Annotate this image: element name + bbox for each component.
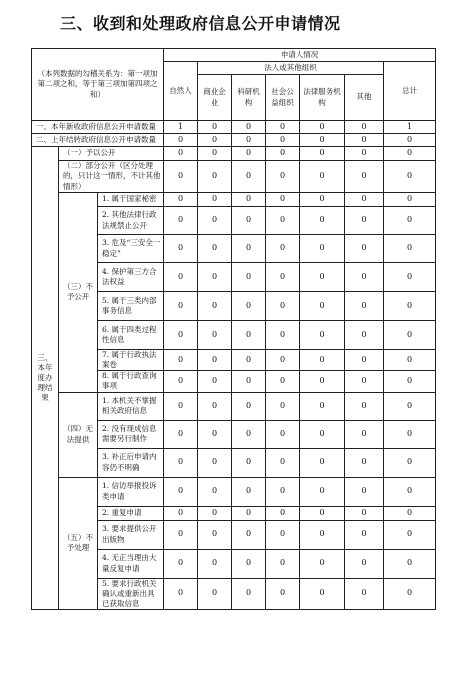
value-cell-total: 0 xyxy=(384,134,436,147)
row-label: 8. 属于行政查询事项 xyxy=(98,371,164,392)
value-cell-total: 0 xyxy=(384,578,436,609)
value-cell-law: 0 xyxy=(300,292,345,321)
row-label: 4. 无正当理由大量反复申请 xyxy=(98,549,164,578)
group-label-unavailable: （四）无法提供 xyxy=(59,392,98,477)
value-cell-other: 0 xyxy=(345,147,384,161)
value-cell-law: 0 xyxy=(300,350,345,371)
value-cell-total: 0 xyxy=(384,506,436,520)
value-cell-law: 0 xyxy=(300,235,345,263)
value-cell-natural: 0 xyxy=(164,321,198,350)
header-social: 社会公益组织 xyxy=(266,75,300,121)
value-cell-law: 0 xyxy=(300,134,345,147)
value-cell-social: 0 xyxy=(266,477,300,506)
value-cell-social: 0 xyxy=(266,578,300,609)
value-cell-total: 0 xyxy=(384,321,436,350)
value-cell-law: 0 xyxy=(300,420,345,448)
header-natural-person: 自然人 xyxy=(164,62,198,121)
value-cell-natural: 0 xyxy=(164,371,198,392)
value-cell-law: 0 xyxy=(300,161,345,193)
value-cell-natural: 1 xyxy=(164,121,198,134)
header-commercial: 商业企业 xyxy=(198,75,232,121)
value-cell-research: 0 xyxy=(232,193,266,207)
value-cell-natural: 0 xyxy=(164,392,198,420)
value-cell-total: 0 xyxy=(384,235,436,263)
value-cell-law: 0 xyxy=(300,371,345,392)
value-cell-total: 0 xyxy=(384,477,436,506)
value-cell-commercial: 0 xyxy=(198,292,232,321)
header-other: 其他 xyxy=(345,75,384,121)
row-label: 一、本年新收政府信息公开申请数量 xyxy=(32,121,164,134)
value-cell-other: 0 xyxy=(345,392,384,420)
table-row xyxy=(32,134,436,147)
table-row xyxy=(32,477,436,506)
value-cell-natural: 0 xyxy=(164,448,198,477)
row-label: 1. 属于国家秘密 xyxy=(98,193,164,207)
value-cell-other: 0 xyxy=(345,121,384,134)
row-label: 3. 要求提供公开出版物 xyxy=(98,520,164,549)
row-label: 3. 补正后申请内容仍不明确 xyxy=(98,448,164,477)
value-cell-other: 0 xyxy=(345,321,384,350)
value-cell-commercial: 0 xyxy=(198,392,232,420)
value-cell-law: 0 xyxy=(300,506,345,520)
value-cell-natural: 0 xyxy=(164,420,198,448)
value-cell-natural: 0 xyxy=(164,549,198,578)
value-cell-natural: 0 xyxy=(164,263,198,292)
row-label: 3. 危及“三安全一稳定” xyxy=(98,235,164,263)
row-label: 5. 属于三类内部事务信息 xyxy=(98,292,164,321)
value-cell-other: 0 xyxy=(345,520,384,549)
statistics-table xyxy=(31,48,436,610)
value-cell-other: 0 xyxy=(345,549,384,578)
value-cell-law: 0 xyxy=(300,392,345,420)
value-cell-commercial: 0 xyxy=(198,321,232,350)
value-cell-research: 0 xyxy=(232,121,266,134)
value-cell-research: 0 xyxy=(232,506,266,520)
value-cell-other: 0 xyxy=(345,292,384,321)
value-cell-commercial: 0 xyxy=(198,134,232,147)
value-cell-other: 0 xyxy=(345,420,384,448)
group-label-not-processed: （五）不予处理 xyxy=(59,477,98,609)
value-cell-commercial: 0 xyxy=(198,147,232,161)
row-label: 6. 属于四类过程性信息 xyxy=(98,321,164,350)
value-cell-commercial: 0 xyxy=(198,263,232,292)
value-cell-social: 0 xyxy=(266,147,300,161)
row-label: 2. 重复申请 xyxy=(98,506,164,520)
value-cell-law: 0 xyxy=(300,578,345,609)
row-label: 4. 保护第三方合法权益 xyxy=(98,263,164,292)
value-cell-research: 0 xyxy=(232,549,266,578)
value-cell-research: 0 xyxy=(232,263,266,292)
value-cell-total: 0 xyxy=(384,392,436,420)
value-cell-other: 0 xyxy=(345,578,384,609)
value-cell-natural: 0 xyxy=(164,235,198,263)
value-cell-social: 0 xyxy=(266,448,300,477)
table-row xyxy=(32,392,436,420)
value-cell-research: 0 xyxy=(232,350,266,371)
value-cell-research: 0 xyxy=(232,161,266,193)
value-cell-research: 0 xyxy=(232,371,266,392)
value-cell-social: 0 xyxy=(266,321,300,350)
value-cell-social: 0 xyxy=(266,506,300,520)
value-cell-research: 0 xyxy=(232,392,266,420)
header-applicant: 申请人情况 xyxy=(164,49,436,62)
value-cell-social: 0 xyxy=(266,371,300,392)
value-cell-natural: 0 xyxy=(164,578,198,609)
value-cell-commercial: 0 xyxy=(198,549,232,578)
value-cell-total: 1 xyxy=(384,121,436,134)
value-cell-research: 0 xyxy=(232,321,266,350)
header-total: 总计 xyxy=(384,62,436,121)
row-label: 7. 属于行政执法案卷 xyxy=(98,350,164,371)
table-row xyxy=(32,193,436,207)
value-cell-law: 0 xyxy=(300,549,345,578)
value-cell-law: 0 xyxy=(300,193,345,207)
value-cell-commercial: 0 xyxy=(198,121,232,134)
header-law: 法律服务机构 xyxy=(300,75,345,121)
value-cell-law: 0 xyxy=(300,448,345,477)
row-label: 1. 信访举报投诉类申请 xyxy=(98,477,164,506)
value-cell-law: 0 xyxy=(300,207,345,235)
value-cell-total: 0 xyxy=(384,549,436,578)
value-cell-total: 0 xyxy=(384,448,436,477)
value-cell-other: 0 xyxy=(345,134,384,147)
value-cell-law: 0 xyxy=(300,520,345,549)
value-cell-natural: 0 xyxy=(164,207,198,235)
value-cell-law: 0 xyxy=(300,263,345,292)
value-cell-natural: 0 xyxy=(164,193,198,207)
value-cell-commercial: 0 xyxy=(198,235,232,263)
value-cell-law: 0 xyxy=(300,121,345,134)
value-cell-social: 0 xyxy=(266,134,300,147)
value-cell-law: 0 xyxy=(300,321,345,350)
value-cell-other: 0 xyxy=(345,235,384,263)
value-cell-social: 0 xyxy=(266,193,300,207)
value-cell-commercial: 0 xyxy=(198,161,232,193)
value-cell-natural: 0 xyxy=(164,477,198,506)
value-cell-total: 0 xyxy=(384,371,436,392)
value-cell-research: 0 xyxy=(232,292,266,321)
header-research: 科研机构 xyxy=(232,75,266,121)
row-label: 2. 没有现成信息需要另行制作 xyxy=(98,420,164,448)
value-cell-law: 0 xyxy=(300,147,345,161)
row-label: 1. 本机关不掌握相关政府信息 xyxy=(98,392,164,420)
value-cell-commercial: 0 xyxy=(198,506,232,520)
value-cell-commercial: 0 xyxy=(198,420,232,448)
row-label: 5. 要求行政机关确认或重新出具已获取信息 xyxy=(98,578,164,609)
value-cell-other: 0 xyxy=(345,448,384,477)
value-cell-other: 0 xyxy=(345,263,384,292)
value-cell-commercial: 0 xyxy=(198,477,232,506)
value-cell-social: 0 xyxy=(266,420,300,448)
value-cell-natural: 0 xyxy=(164,147,198,161)
row-label: 2. 其他法律行政法规禁止公开 xyxy=(98,207,164,235)
value-cell-research: 0 xyxy=(232,578,266,609)
table-row xyxy=(32,161,436,193)
value-cell-social: 0 xyxy=(266,161,300,193)
value-cell-other: 0 xyxy=(345,371,384,392)
value-cell-commercial: 0 xyxy=(198,520,232,549)
header-note: （本列数据的勾稽关系为：第一项加第二项之和，等于第三项加第四项之和） xyxy=(32,49,164,121)
group-label-not-disclosed: （三）不予公开 xyxy=(59,193,98,393)
value-cell-social: 0 xyxy=(266,263,300,292)
value-cell-social: 0 xyxy=(266,350,300,371)
value-cell-total: 0 xyxy=(384,292,436,321)
group-label-results: 三、本年度办理结果 xyxy=(32,147,59,610)
value-cell-natural: 0 xyxy=(164,350,198,371)
value-cell-law: 0 xyxy=(300,477,345,506)
value-cell-social: 0 xyxy=(266,207,300,235)
row-label: （二）部分公开（区分处理的，只计这一情形，不计其他情形） xyxy=(59,161,164,193)
value-cell-social: 0 xyxy=(266,549,300,578)
value-cell-social: 0 xyxy=(266,235,300,263)
value-cell-commercial: 0 xyxy=(198,448,232,477)
value-cell-research: 0 xyxy=(232,520,266,549)
value-cell-total: 0 xyxy=(384,350,436,371)
value-cell-social: 0 xyxy=(266,121,300,134)
value-cell-commercial: 0 xyxy=(198,578,232,609)
value-cell-research: 0 xyxy=(232,147,266,161)
value-cell-research: 0 xyxy=(232,420,266,448)
header-legal-entity: 法人或其他组织 xyxy=(198,62,384,75)
value-cell-total: 0 xyxy=(384,193,436,207)
value-cell-total: 0 xyxy=(384,420,436,448)
value-cell-natural: 0 xyxy=(164,161,198,193)
value-cell-research: 0 xyxy=(232,134,266,147)
value-cell-research: 0 xyxy=(232,235,266,263)
value-cell-commercial: 0 xyxy=(198,371,232,392)
value-cell-social: 0 xyxy=(266,292,300,321)
row-label: 二、上年结转政府信息公开申请数量 xyxy=(32,134,164,147)
section-title: 三、收到和处理政府信息公开申请情况 xyxy=(60,14,341,33)
value-cell-other: 0 xyxy=(345,350,384,371)
value-cell-social: 0 xyxy=(266,520,300,549)
value-cell-total: 0 xyxy=(384,263,436,292)
value-cell-other: 0 xyxy=(345,506,384,520)
table-row xyxy=(32,147,436,161)
row-label: （一）予以公开 xyxy=(59,147,164,161)
value-cell-natural: 0 xyxy=(164,520,198,549)
value-cell-research: 0 xyxy=(232,477,266,506)
value-cell-commercial: 0 xyxy=(198,350,232,371)
value-cell-natural: 0 xyxy=(164,292,198,321)
value-cell-other: 0 xyxy=(345,161,384,193)
value-cell-social: 0 xyxy=(266,392,300,420)
value-cell-natural: 0 xyxy=(164,506,198,520)
value-cell-commercial: 0 xyxy=(198,207,232,235)
value-cell-total: 0 xyxy=(384,520,436,549)
value-cell-research: 0 xyxy=(232,207,266,235)
value-cell-other: 0 xyxy=(345,193,384,207)
value-cell-total: 0 xyxy=(384,147,436,161)
value-cell-total: 0 xyxy=(384,161,436,193)
value-cell-other: 0 xyxy=(345,207,384,235)
value-cell-total: 0 xyxy=(384,207,436,235)
table-row xyxy=(32,121,436,134)
value-cell-other: 0 xyxy=(345,477,384,506)
value-cell-commercial: 0 xyxy=(198,193,232,207)
value-cell-research: 0 xyxy=(232,448,266,477)
value-cell-natural: 0 xyxy=(164,134,198,147)
